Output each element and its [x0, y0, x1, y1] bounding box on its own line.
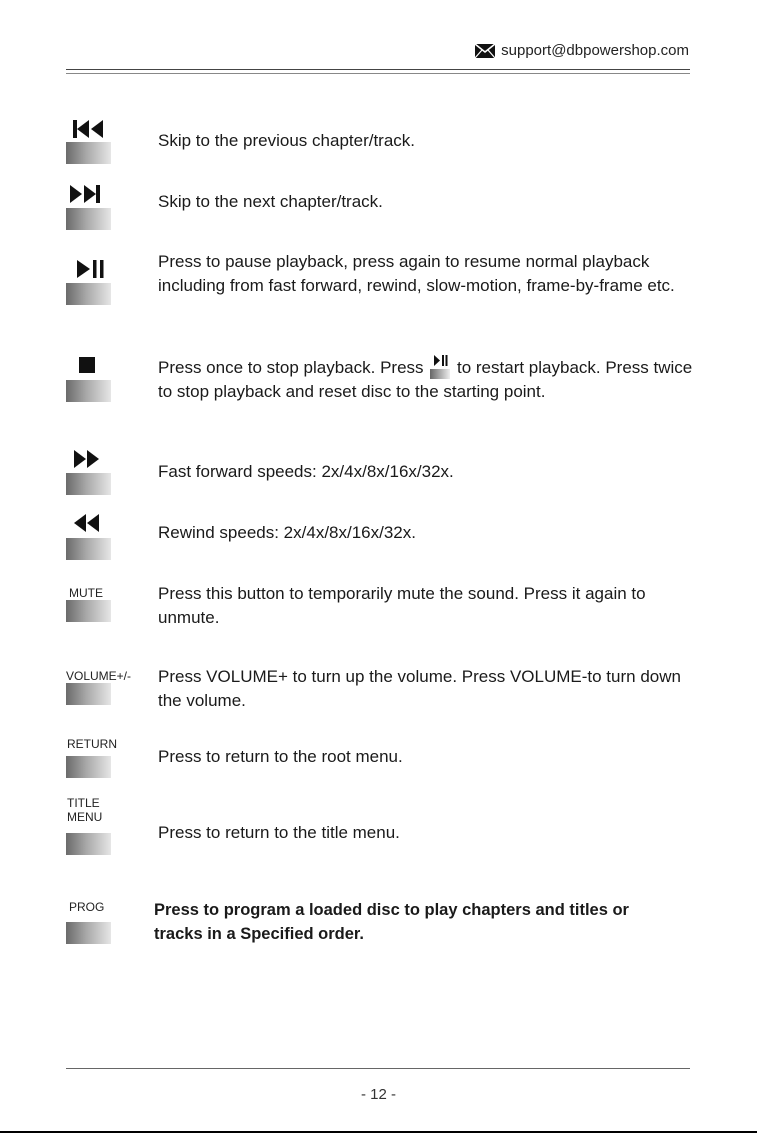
envelope-icon	[475, 44, 495, 58]
rewind-description: Rewind speeds: 2x/4x/8x/16x/32x.	[158, 523, 416, 542]
play-pause-icon	[77, 259, 105, 279]
prog-button	[66, 922, 111, 944]
support-email: support@dbpowershop.com	[501, 42, 689, 59]
skip-next-icon	[70, 184, 104, 204]
rewind-icon	[74, 513, 102, 533]
mute-label: MUTE	[69, 586, 103, 600]
stop-description	[158, 355, 698, 404]
skip-previous-button	[66, 142, 111, 164]
play-pause-button	[66, 283, 111, 305]
stop-icon	[79, 357, 97, 375]
play-pause-description: Press to pause playback, press again to resume normal playback including from fast forward, rewind, slow-motion, frame-by-frame etc.	[158, 252, 675, 295]
return-label: RETURN	[67, 737, 117, 751]
stop-description-part1: Press once to stop playback. Press	[158, 358, 424, 377]
fast-forward-button	[66, 473, 111, 495]
footer-rule	[66, 1068, 690, 1069]
stop-description-part2: to restart playback. Press twice to stop playback and reset disc to the starting point.	[158, 358, 693, 401]
volume-label: VOLUME+/-	[66, 669, 132, 683]
skip-next-button	[66, 208, 111, 230]
header-rule	[66, 69, 690, 70]
header-rule-thin	[66, 73, 690, 74]
prog-description: Press to program a loaded disc to play chapters and titles or tracks in a Specified order.	[154, 901, 629, 943]
mute-description: Press this button to temporarily mute the sound. Press it again to unmute.	[158, 584, 646, 627]
page-number: - 12 -	[360, 1086, 396, 1103]
return-button	[66, 756, 111, 778]
skip-previous-description: Skip to the previous chapter/track.	[158, 131, 416, 150]
fast-forward-icon	[74, 449, 102, 469]
volume-button	[66, 683, 111, 705]
skip-previous-icon	[73, 119, 107, 139]
skip-next-description: Skip to the next chapter/track.	[158, 192, 383, 211]
fast-forward-description: Fast forward speeds: 2x/4x/8x/16x/32x.	[158, 462, 454, 481]
rewind-button	[66, 538, 111, 560]
title-menu-label-line1: TITLE	[67, 796, 100, 810]
stop-button	[66, 380, 111, 402]
return-description: Press to return to the root menu.	[158, 747, 403, 766]
title-menu-label	[67, 796, 102, 824]
page-header	[475, 42, 689, 59]
volume-description: Press VOLUME+ to turn up the volume. Press VOLUME-to turn down the volume.	[158, 667, 681, 710]
page-bottom-edge	[0, 1131, 757, 1133]
inline-play-pause-icon	[430, 355, 450, 379]
title-menu-button	[66, 833, 111, 855]
mute-button	[66, 600, 111, 622]
title-menu-label-line2: MENU	[67, 810, 103, 824]
title-menu-description: Press to return to the title menu.	[158, 823, 400, 842]
prog-label: PROG	[69, 900, 105, 914]
